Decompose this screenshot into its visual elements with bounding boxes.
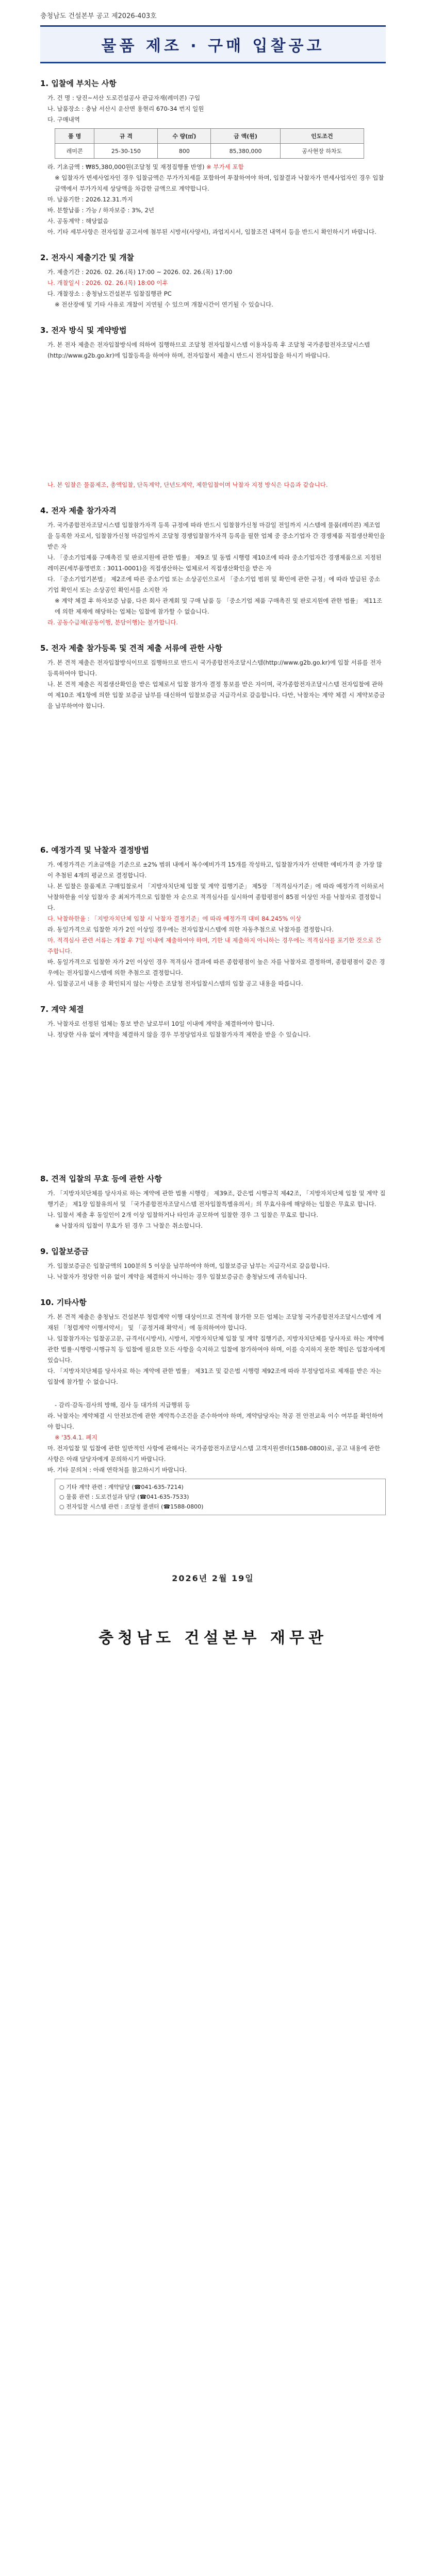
cell-spec: 25-30-150 <box>94 144 158 159</box>
section-7-heading: 7. 계약 체결 <box>40 1005 84 1014</box>
notice-date: 2026년 2월 19일 <box>172 1573 254 1583</box>
cell-qty: 800 <box>158 144 211 159</box>
s2-line-3: 다. 개찰장소 : 충청남도건설본부 입찰집행관 PC <box>47 290 172 297</box>
s3-line-1: 가. 본 전자 제출은 전자입찰방식에 의하여 집행하므로 조달청 전자입찰시스템 이용자등록 후 조달청 국가종합전자조달시스템(http://www.g2b.go.kr)에 입찰등록을 하여야 하며, 전자입찰서 제출시 반드시 전자입찰을 하시기 바랍니다. <box>47 341 370 359</box>
s10-line-1: 가. 본 견적 제출은 충청남도 건설본부 청렴계약 이행 대상이므로 견적에 참가한 모든 업체는 조달청 국가종합전자조달시스템에 게재된 「청렴계약 이행서약서」 및 「공정거래 확약서」에 동의하여야 합니다. <box>47 1313 382 1331</box>
s6-line-5: 마. 적격심사 관련 서류는 개찰 후 7일 이내에 제출하여야 하며, 기한 내 제출하지 아니하는 경우에는 적격심사를 포기한 것으로 간주합니다. <box>47 937 381 955</box>
s8-line-1: 가. 「지방자치단체를 당사자로 하는 계약에 관한 법률 시행령」 제39조, 같은법 시행규칙 제42조, 「지방자치단체 입찰 및 계약 집행기준」 제1장 입찰유의서 및 「국가종합전자조달시스템 전자입찰특별유의서」의 무효사유에 해당하는 입찰은 무효로 합니다. <box>47 1190 386 1208</box>
s1-line-8: 사. 공동계약 : 해당없음 <box>47 217 109 225</box>
section-2-heading: 2. 전자시 제출기간 및 개찰 <box>40 253 134 262</box>
s3-line-2: 나. 본 입찰은 물품제조, 총액입찰, 단독계약, 단년도계약, 제한입찰이며 낙찰자 지정 방식은 다음과 같습니다. <box>47 481 328 488</box>
s10-line-3: 다. 「지방자치단체를 당사자로 하는 계약에 관한 법률」 제31조 및 같은법 시행령 제92조에 따라 부정당업자로 제재를 받은 자는 입찰에 참가할 수 없습니다. <box>47 1367 382 1385</box>
s10-line-5: 라. 낙찰자는 계약체결 시 안전보건에 관한 계약특수조건을 준수하여야 하며, 계약담당자는 착공 전 안전교육 이수 여부를 확인하여야 합니다. <box>47 1412 383 1430</box>
table-row <box>55 144 364 159</box>
s1-line-4 <box>47 162 386 173</box>
s8-line-3: ※ 낙찰자의 입찰이 무효가 된 경우 그 낙찰은 취소합니다. <box>55 1222 203 1229</box>
cell-delivery: 공사현장 하차도 <box>280 144 364 159</box>
s2-line-4: ※ 전산장애 및 기타 사유로 개찰이 지연될 수 있으며 개찰시간이 연기될 수 있습니다. <box>55 301 273 308</box>
s10-line-2: 나. 입찰참가자는 입찰공고문, 규격서(시방서), 시방서, 지방자치단체 입찰 및 계약 집행기준, 지방자치단체를 당사자로 하는 계약에 관한 법률·시행령·시행규칙 등 입찰에 필요한 모든 사항을 숙지하고 입찰에 참가하여야 하며, 이를 숙지하지 못한 책임은 입찰자에게 있습니다. <box>47 1335 385 1364</box>
section-6-heading: 6. 예정가격 및 낙찰자 결정방법 <box>40 845 149 855</box>
section-9-heading: 9. 입찰보증금 <box>40 1247 89 1256</box>
purchase-table <box>55 128 364 159</box>
th-amount: 금 액(원) <box>211 129 280 144</box>
s6-line-6: 바. 동일가격으로 입찰한 자가 2인 이상인 경우 적격심사 결과에 따른 종합평점이 높은 자를 낙찰자로 결정하며, 종합평점이 같은 경우에는 전자입찰시스템에 의한 추첨으로 결정합니다. <box>47 958 385 976</box>
s4-line-4: ※ 계약 체결 후 하자보증 납품, 다른 회사 관계회 및 구매 납품 등 「중소기업 제품 구매촉진 및 판로지원에 관한 법률」 제11조에 의한 제재에 해당하는 업체는 입찰에 참가할 수 없습니다. <box>55 597 383 615</box>
issuing-organization: 충청남도 건설본부 재무관 <box>99 1629 327 1647</box>
th-delivery: 인도조건 <box>280 129 364 144</box>
th-spec: 규 격 <box>94 129 158 144</box>
s10-line-8: 바. 기타 문의처 : 아래 연락처를 참고하시기 바랍니다. <box>47 1466 187 1473</box>
s6-line-4: 라. 동일가격으로 입찰한 자가 2인 이상일 경우에는 전자입찰시스템에 의한 자동추첨으로 낙찰자를 결정합니다. <box>47 926 334 933</box>
section-8-heading: 8. 견적 입찰의 무효 등에 관한 사항 <box>40 1174 162 1183</box>
contact-system: ○ 전자입찰 시스템 관련 : 조달청 콜센터 (☎1588-0800) <box>59 1503 204 1510</box>
s4-line-2: 나. 「중소기업제품 구매촉진 및 판로지원에 관한 법률」 제9조 및 동법 시행령 제10조에 따라 중소기업자간 경쟁제품으로 지정된 레미콘(세부품명번호 : 3011-0001)을 직접생산하는 업체로서 직접생산확인을 받은 자 <box>47 554 382 572</box>
s5-line-1: 가. 본 견적 제출은 전자입찰방식이므로 집행하므로 반드시 국가종합전자조달시스템(http://www.g2b.go.kr)에 입찰 서류를 전자 등록하여야 합니다. <box>47 659 382 677</box>
s1-line-5: ※ 입찰자가 면세사업자인 경우 입찰금액은 부가가치세를 포함하여 투찰하여야 하며, 입찰결과 낙찰자가 면세사업자인 경우 입찰금액에서 부가가치세 상당액을 차감한 금액으로 계약합니다. <box>55 174 384 192</box>
contact-box <box>55 1479 386 1515</box>
page-title: 물품 제조 · 구매 입찰공고 <box>101 37 325 55</box>
s1-line-9: 아. 기타 세부사항은 전자입찰 공고서에 첨부된 시방서(사양서), 과업지시서, 입찰조건 내역서 등을 반드시 확인하시기 바랍니다. <box>47 228 376 235</box>
section-3-heading: 3. 전자 방식 및 계약방법 <box>40 326 127 335</box>
section-4-heading: 4. 전자 제출 참가자격 <box>40 506 117 515</box>
s7-line-1: 가. 낙찰자로 선정된 업체는 통보 받은 날로부터 10일 이내에 계약을 체결하여야 합니다. <box>47 1020 274 1027</box>
s6-line-1: 가. 예정가격은 기초금액을 기준으로 ±2% 범위 내에서 복수예비가격 15개를 작성하고, 입찰참가자가 선택한 예비가격 중 가장 많이 추첨된 4개의 평균으로 결정합니다. <box>47 861 382 879</box>
s10-line-6: ※ '35.4.1. 폐지 <box>55 1434 97 1441</box>
s6-line-2: 나. 본 입찰은 물품제조 구매입찰로서 「지방자치단체 입찰 및 계약 집행기준」 제5장 「적격심사기준」에 따라 예정가격 이하로서 낙찰하한율 이상 입찰자 중 최저가격으로 입찰한 자 순으로 적격심사를 실시하여 종합평점이 85점 이상인 자를 낙찰자로 결정합니다. <box>47 883 384 911</box>
s1-line-7: 바. 분할납품 : 가능 / 하자보증 : 3%, 2년 <box>47 207 155 214</box>
title-box <box>40 25 386 63</box>
th-item: 품 명 <box>55 129 94 144</box>
section-10-heading: 10. 기타사항 <box>40 1298 87 1307</box>
s7-line-2: 나. 정당한 사유 없이 계약을 체결하지 않을 경우 부정당업자로 입찰참가자격 제한을 받을 수 있습니다. <box>47 1031 311 1038</box>
section-5-heading: 5. 전자 제출 참가등록 및 견적 제출 서류에 관한 사항 <box>40 643 222 653</box>
cell-amount: 85,380,000 <box>211 144 280 159</box>
th-qty: 수 량(㎥) <box>158 129 211 144</box>
s1-line-3: 다. 구매내역 <box>47 116 80 123</box>
s9-line-1: 가. 입찰보증금은 입찰금액의 100분의 5 이상을 납부하여야 하며, 입찰보증금 납부는 지급각서로 갈음합니다. <box>47 1262 330 1269</box>
s4-line-5: 라. 공동수급체(공동이행, 분담이행)는 불가합니다. <box>47 619 178 626</box>
notice-number: 충청남도 건설본부 공고 제2026-403호 <box>40 12 157 20</box>
contact-goods: ○ 물품 관련 : 도로건설과 담당 (☎041-635-7533) <box>59 1494 189 1500</box>
s10-line-4: - 감리·감독·검사의 방해, 검사 등 대가의 지급행위 등 <box>55 1401 190 1409</box>
s8-line-2: 나. 입찰서 제출 후 동일인이 2개 이상 입찰하거나 타인과 공모하여 입찰한 경우 그 입찰은 무효로 합니다. <box>47 1211 318 1218</box>
s1-vat-note: ※ 부가세 포함 <box>206 163 244 171</box>
section-1-heading: 1. 입찰에 부치는 사항 <box>40 79 117 88</box>
s2-line-2: 나. 개찰일시 : 2026. 02. 26.(목) 18:00 이후 <box>47 279 168 286</box>
s9-line-2: 나. 낙찰자가 정당한 이유 없이 계약을 체결하지 아니하는 경우 입찰보증금은 충청남도에 귀속됩니다. <box>47 1273 307 1280</box>
contact-contract: ○ 기타 계약 관련 : 계약담당 (☎041-635-7214) <box>59 1484 184 1490</box>
s1-base-price: 라. 기초금액 : ₩85,380,000원(조달청 및 재정집행률 반영) <box>47 163 205 171</box>
s6-line-3: 다. 낙찰하한율 : 「지방자치단체 입찰 시 낙찰자 결정기준」에 따라 예정가격 대비 84.245% 이상 <box>47 915 302 922</box>
s6-line-7: 사. 입찰공고서 내용 중 확인되지 않는 사항은 조달청 전자입찰시스템의 입찰 공고 내용을 따릅니다. <box>47 980 303 987</box>
s4-line-1: 가. 국가종합전자조달시스템 입찰참가자격 등록 규정에 따라 반드시 입찰참가신청 마감일 전일까지 시스템에 물품(레미콘) 제조업을 등록한 자로서, 입찰참가신청 마감일까지 조달청 경쟁입찰참가자격 등록을 필한 업체 중 중소기업자 간 경쟁제품 직접생산확인을 받은 자 <box>47 521 385 550</box>
s5-line-2: 나. 본 견적 제출은 직접생산확인을 받은 업체로서 입찰 참가자 결정 통보를 받은 자이며, 국가종합전자조달시스템 전자입찰에 관하여 제10조 제1항에 의한 입찰 보증금 납부를 대신하여 입찰보증금 지급각서로 갈음합니다. 다만, 낙찰자는 계약 체결 시 계약보증금을 납부하여야 합니다. <box>47 681 385 709</box>
cell-item: 레미콘 <box>55 144 94 159</box>
s4-line-3: 다. 「중소기업기본법」 제2조에 따른 중소기업 또는 소상공인으로서 「중소기업 범위 및 확인에 관한 규정」에 따라 발급된 중소기업 확인서 또는 소상공인 확인서를 소지한 자 <box>47 575 381 594</box>
s2-line-1: 가. 제출기간 : 2026. 02. 26.(목) 17:00 ~ 2026. 02. 26.(목) 17:00 <box>47 268 233 276</box>
s1-line-1: 가. 건 명 : 당진~서산 도로건설공사 관급자재(레미콘) 구입 <box>47 94 201 101</box>
s10-line-7: 마. 전자입찰 및 입찰에 관한 일반적인 사항에 관해서는 국가종합전자조달시스템 고객지원센터(1588-0800)로, 공고 내용에 관한 사항은 아래 담당자에게 문의하시기 바랍니다. <box>47 1445 380 1463</box>
s1-line-6: 마. 납품기한 : 2026.12.31.까지 <box>47 196 133 203</box>
s1-line-2: 나. 납품장소 : 충남 서산시 운산면 용현리 670-34 번지 일원 <box>47 105 204 112</box>
